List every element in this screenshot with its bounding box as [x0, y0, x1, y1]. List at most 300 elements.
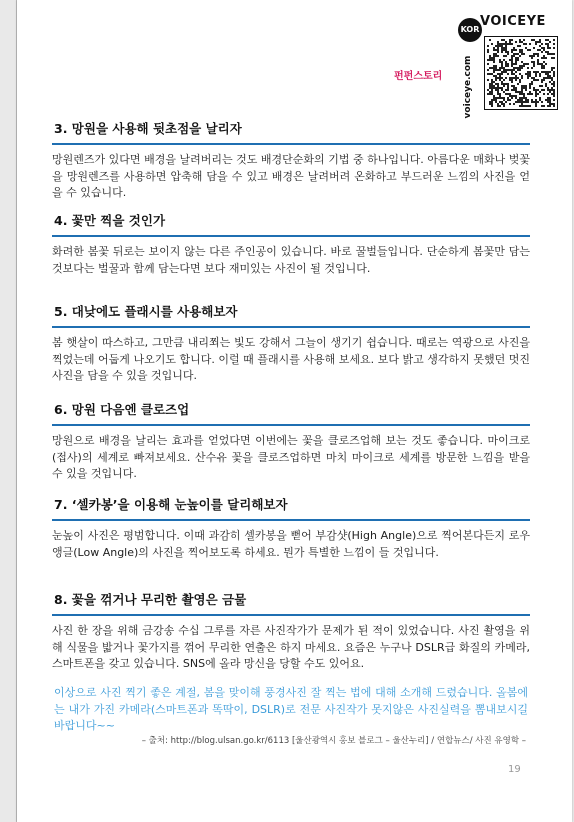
- code-dot: [497, 97, 499, 99]
- code-dot: [515, 57, 517, 59]
- code-dot: [535, 71, 537, 73]
- code-dot: [501, 77, 503, 79]
- code-dot: [533, 79, 535, 81]
- section-body: 망원으로 배경을 날리는 효과를 얻었다면 이번에는 꽃을 클로즈업해 보는 것도 좋습니다. 마이크로(접사)의 세계로 빠져보세요. 산수유 꽃을 클로즈업하면 마치 마이크로 세계를 방문한 느낌을 받을 수 있을 것입니다.: [52, 434, 530, 480]
- code-dot: [515, 41, 517, 43]
- code-dot: [511, 79, 513, 81]
- code-dot: [509, 41, 511, 43]
- code-dot: [511, 59, 513, 61]
- code-dot: [489, 87, 491, 89]
- code-dot: [513, 53, 515, 55]
- code-dot: [525, 87, 527, 89]
- code-dot: [515, 61, 517, 63]
- code-dot: [537, 53, 539, 55]
- code-dot: [487, 45, 489, 47]
- code-dot: [539, 99, 541, 101]
- code-dot: [519, 49, 521, 51]
- code-dot: [519, 79, 521, 81]
- voiceye-code-icon[interactable]: [484, 36, 558, 110]
- code-dot: [541, 101, 543, 103]
- code-dot: [505, 77, 507, 79]
- code-dot: [519, 81, 521, 83]
- code-dot: [511, 77, 513, 79]
- code-dot: [495, 65, 497, 67]
- code-dot: [495, 55, 497, 57]
- code-dot: [487, 73, 489, 75]
- code-dot: [531, 93, 533, 95]
- code-dot: [553, 71, 555, 73]
- code-dot: [515, 101, 517, 103]
- code-dot: [527, 67, 529, 69]
- code-dot: [513, 85, 515, 87]
- code-dot: [539, 73, 541, 75]
- voiceye-brand: [458, 14, 568, 118]
- code-dot: [539, 45, 541, 47]
- code-dot: [505, 51, 507, 53]
- code-dot: [511, 89, 513, 91]
- code-dot: [541, 51, 543, 53]
- code-dot: [497, 43, 499, 45]
- section-6: [52, 400, 530, 483]
- code-dot: [497, 105, 499, 107]
- code-dot: [527, 73, 529, 75]
- code-dot: [525, 47, 527, 49]
- code-dot: [501, 97, 503, 99]
- code-dot: [553, 93, 555, 95]
- code-dot: [519, 45, 521, 47]
- code-dot: [517, 69, 519, 71]
- code-dot: [489, 85, 491, 87]
- page-number: 19: [508, 764, 521, 775]
- code-dot: [543, 93, 545, 95]
- code-dot: [519, 51, 521, 53]
- code-dot: [553, 95, 555, 97]
- code-dot: [503, 59, 505, 61]
- code-dot: [491, 105, 493, 107]
- code-dot: [529, 91, 531, 93]
- code-dot: [493, 57, 495, 59]
- code-dot: [539, 63, 541, 65]
- code-dot: [487, 69, 489, 71]
- code-dot: [507, 89, 509, 91]
- code-dot: [547, 99, 549, 101]
- code-dot: [511, 61, 513, 63]
- code-dot: [505, 101, 507, 103]
- code-dot: [491, 85, 493, 87]
- code-dot: [493, 53, 495, 55]
- code-dot: [491, 79, 493, 81]
- code-dot: [513, 63, 515, 65]
- code-dot: [501, 83, 503, 85]
- code-dot: [489, 101, 491, 103]
- code-dot: [499, 75, 501, 77]
- code-dot: [511, 65, 513, 67]
- code-dot: [553, 47, 555, 49]
- code-dot: [493, 85, 495, 87]
- section-body: 사진 한 장을 위해 금강송 수십 그루를 자른 사진작가가 문제가 된 적이 있었습니다. 사진 촬영을 위해 식물을 밟거나 꽃가지를 꺾어 무리한 연출은 하지 마세요. 요즘은 누구나 DSLR급 화질의 카메라, 스마트폰을 갖고 있습니다. SNS에 올라 망신을 당할 수도 있어요.: [52, 624, 530, 670]
- code-dot: [491, 103, 493, 105]
- code-dot: [529, 55, 531, 57]
- code-dot: [499, 45, 501, 47]
- code-dot: [551, 79, 553, 81]
- section-body: 눈높이 사진은 평범합니다. 이때 과감히 셀카봉을 뻗어 부감샷(High Angle)으로 찍어본다든지 로우 앵글(Low Angle)의 사진을 찍어보도록 하세요. 뭔가 특별한 느낌이 들 것입니다.: [52, 529, 530, 559]
- code-dot: [505, 71, 507, 73]
- code-dot: [497, 69, 499, 71]
- code-dot: [515, 75, 517, 77]
- code-dot: [497, 49, 499, 51]
- code-dot: [539, 97, 541, 99]
- code-dot: [527, 77, 529, 79]
- code-dot: [523, 63, 525, 65]
- code-dot: [547, 77, 549, 79]
- code-dot: [549, 89, 551, 91]
- code-dot: [493, 49, 495, 51]
- code-dot: [505, 93, 507, 95]
- code-dot: [539, 91, 541, 93]
- code-dot: [503, 55, 505, 57]
- code-dot: [537, 63, 539, 65]
- code-dot: [499, 97, 501, 99]
- code-dot: [513, 103, 515, 105]
- code-dot: [545, 71, 547, 73]
- code-dot: [515, 53, 517, 55]
- code-dot: [549, 71, 551, 73]
- code-dot: [535, 75, 537, 77]
- code-dot: [521, 85, 523, 87]
- code-dot: [551, 67, 553, 69]
- code-dot: [503, 85, 505, 87]
- code-dot: [549, 41, 551, 43]
- code-dot: [515, 87, 517, 89]
- code-dot: [537, 49, 539, 51]
- code-dot: [515, 89, 517, 91]
- code-dot: [539, 75, 541, 77]
- code-dot: [503, 97, 505, 99]
- code-dot: [551, 53, 553, 55]
- brand-url: voiceye.com: [463, 55, 473, 119]
- code-dot: [507, 85, 509, 87]
- code-dot: [493, 67, 495, 69]
- code-dot: [491, 87, 493, 89]
- code-dot: [487, 59, 489, 61]
- code-dot: [543, 55, 545, 57]
- code-dot: [521, 89, 523, 91]
- code-dot: [507, 93, 509, 95]
- code-dot: [535, 73, 537, 75]
- code-dot: [535, 93, 537, 95]
- code-dot: [511, 51, 513, 53]
- code-dot: [533, 71, 535, 73]
- code-dot: [533, 77, 535, 79]
- code-dot: [495, 69, 497, 71]
- code-dot: [545, 99, 547, 101]
- code-dot: [551, 93, 553, 95]
- code-dot: [521, 75, 523, 77]
- code-dot: [515, 79, 517, 81]
- code-dot: [547, 93, 549, 95]
- code-dot: [503, 43, 505, 45]
- code-dot: [531, 83, 533, 85]
- code-dot: [547, 45, 549, 47]
- code-dot: [499, 101, 501, 103]
- code-dot: [489, 39, 491, 41]
- code-dot: [535, 95, 537, 97]
- code-dot: [511, 81, 513, 83]
- section-8: [52, 590, 530, 673]
- code-dot: [547, 105, 549, 107]
- code-dot: [497, 103, 499, 105]
- code-dot: [533, 87, 535, 89]
- code-dot: [493, 59, 495, 61]
- code-dot: [523, 85, 525, 87]
- code-dot: [501, 87, 503, 89]
- code-dot: [521, 97, 523, 99]
- code-dot: [489, 55, 491, 57]
- code-dot: [553, 85, 555, 87]
- code-dot: [541, 43, 543, 45]
- code-dot: [499, 73, 501, 75]
- code-dot: [527, 105, 529, 107]
- code-dot: [509, 93, 511, 95]
- code-dot: [531, 61, 533, 63]
- code-dot: [547, 47, 549, 49]
- code-dot: [519, 105, 521, 107]
- code-dot: [499, 61, 501, 63]
- code-dot: [545, 73, 547, 75]
- code-dot: [543, 49, 545, 51]
- code-dot: [495, 87, 497, 89]
- code-dot: [521, 87, 523, 89]
- code-dot: [511, 55, 513, 57]
- code-dot: [515, 91, 517, 93]
- code-dot: [495, 97, 497, 99]
- section-title: 6. 망원 다음엔 클로즈업: [52, 400, 530, 426]
- code-dot: [517, 83, 519, 85]
- code-dot: [543, 89, 545, 91]
- code-dot: [511, 39, 513, 41]
- code-dot: [521, 77, 523, 79]
- code-dot: [515, 71, 517, 73]
- code-dot: [531, 67, 533, 69]
- code-dot: [509, 77, 511, 79]
- code-dot: [501, 51, 503, 53]
- outro-text: 이상으로 사진 찍기 좋은 계절, 봄을 맞이해 풍경사진 잘 찍는 법에 대해 소개해 드렸습니다. 올봄에는 내가 가진 카메라(스마트폰과 똑딱이, DSLR)로 전문 사진작가 못지않은 사진실력을 뽐내보시길 바랍니다~~: [54, 686, 528, 732]
- code-dot: [509, 69, 511, 71]
- code-dot: [523, 95, 525, 97]
- code-dot: [553, 39, 555, 41]
- code-dot: [499, 87, 501, 89]
- code-dot: [517, 53, 519, 55]
- code-dot: [517, 101, 519, 103]
- code-dot: [523, 105, 525, 107]
- code-dot: [501, 101, 503, 103]
- code-dot: [523, 93, 525, 95]
- code-dot: [513, 55, 515, 57]
- code-dot: [503, 79, 505, 81]
- code-dot: [549, 75, 551, 77]
- code-dot: [529, 71, 531, 73]
- code-dot: [495, 49, 497, 51]
- code-dot: [551, 103, 553, 105]
- section-4: [52, 211, 530, 277]
- code-dot: [507, 97, 509, 99]
- code-dot: [487, 79, 489, 81]
- code-dot: [499, 105, 501, 107]
- code-dot: [491, 67, 493, 69]
- code-dot: [493, 69, 495, 71]
- code-dot: [509, 103, 511, 105]
- code-dot: [489, 67, 491, 69]
- code-dot: [535, 103, 537, 105]
- code-dot: [519, 39, 521, 41]
- code-dot: [519, 91, 521, 93]
- code-dot: [521, 51, 523, 53]
- code-dot: [521, 61, 523, 63]
- code-dot: [529, 85, 531, 87]
- section-title: 3. 망원을 사용해 뒷초점을 날리자: [52, 119, 530, 145]
- code-dot: [543, 57, 545, 59]
- code-dot: [553, 75, 555, 77]
- code-dot: [501, 81, 503, 83]
- code-dot: [525, 73, 527, 75]
- code-dot: [553, 105, 555, 107]
- code-dot: [525, 89, 527, 91]
- code-dot: [553, 43, 555, 45]
- code-dot: [533, 55, 535, 57]
- code-dot: [541, 79, 543, 81]
- code-dot: [523, 97, 525, 99]
- code-dot: [507, 65, 509, 67]
- code-dot: [519, 65, 521, 67]
- code-dot: [503, 39, 505, 41]
- code-dot: [511, 97, 513, 99]
- code-dot: [529, 83, 531, 85]
- code-dot: [551, 77, 553, 79]
- code-dot: [547, 53, 549, 55]
- code-dot: [503, 69, 505, 71]
- code-dot: [547, 87, 549, 89]
- code-dot: [501, 63, 503, 65]
- code-dot: [505, 43, 507, 45]
- code-dot: [491, 83, 493, 85]
- code-dot: [547, 75, 549, 77]
- code-dot: [491, 93, 493, 95]
- code-dot: [521, 99, 523, 101]
- code-dot: [493, 97, 495, 99]
- code-dot: [533, 61, 535, 63]
- code-dot: [519, 55, 521, 57]
- code-dot: [547, 51, 549, 53]
- code-dot: [543, 47, 545, 49]
- code-dot: [507, 99, 509, 101]
- section-title: 7. ‘셀카봉’을 이용해 눈높이를 달리해보자: [52, 495, 530, 521]
- code-dot: [537, 41, 539, 43]
- code-dot: [523, 65, 525, 67]
- code-dot: [489, 91, 491, 93]
- code-dot: [495, 83, 497, 85]
- code-dot: [507, 83, 509, 85]
- code-dot: [507, 63, 509, 65]
- code-dot: [531, 99, 533, 101]
- code-dot: [503, 49, 505, 51]
- section-body: 화려한 봄꽃 뒤로는 보이지 않는 다른 주인공이 있습니다. 바로 꿀벌들입니다. 단순하게 봄꽃만 담는 것보다는 벌꿀과 함께 담는다면 보다 재미있는 사진이 될 것입니다.: [52, 245, 530, 275]
- code-dot: [549, 99, 551, 101]
- code-dot: [501, 43, 503, 45]
- code-dot: [551, 69, 553, 71]
- code-dot: [513, 89, 515, 91]
- code-dot: [497, 89, 499, 91]
- code-dot: [521, 103, 523, 105]
- code-dot: [503, 91, 505, 93]
- code-dot: [495, 45, 497, 47]
- code-dot: [501, 71, 503, 73]
- code-dot: [551, 89, 553, 91]
- code-dot: [553, 57, 555, 59]
- code-dot: [511, 43, 513, 45]
- section-title: 5. 대낮에도 플래시를 사용해보자: [52, 302, 530, 328]
- code-dot: [547, 73, 549, 75]
- code-dot: [541, 47, 543, 49]
- code-dot: [493, 87, 495, 89]
- section-5: [52, 302, 530, 385]
- code-dot: [505, 49, 507, 51]
- code-dot: [525, 97, 527, 99]
- code-dot: [507, 53, 509, 55]
- code-dot: [535, 105, 537, 107]
- code-dot: [537, 79, 539, 81]
- code-dot: [541, 85, 543, 87]
- code-dot: [489, 103, 491, 105]
- code-dot: [513, 49, 515, 51]
- code-dot: [549, 101, 551, 103]
- code-dot: [553, 67, 555, 69]
- code-dot: [511, 57, 513, 59]
- code-dot: [509, 99, 511, 101]
- code-dot: [525, 105, 527, 107]
- code-dot: [523, 43, 525, 45]
- code-dot: [531, 81, 533, 83]
- code-dot: [493, 81, 495, 83]
- code-dot: [547, 39, 549, 41]
- code-dot: [509, 39, 511, 41]
- code-dot: [489, 57, 491, 59]
- code-dot: [497, 51, 499, 53]
- code-dot: [521, 105, 523, 107]
- code-dot: [549, 103, 551, 105]
- code-dot: [487, 63, 489, 65]
- code-dot: [493, 65, 495, 67]
- code-dot: [537, 55, 539, 57]
- code-dot: [527, 93, 529, 95]
- code-dot: [497, 91, 499, 93]
- code-dot: [507, 51, 509, 53]
- code-dot: [517, 99, 519, 101]
- code-dot: [497, 87, 499, 89]
- code-dot: [545, 63, 547, 65]
- code-dot: [529, 49, 531, 51]
- code-dot: [549, 97, 551, 99]
- code-dot: [543, 79, 545, 81]
- code-dot: [519, 93, 521, 95]
- section-7: [52, 495, 530, 561]
- code-dot: [497, 55, 499, 57]
- code-dot: [515, 49, 517, 51]
- code-dot: [543, 71, 545, 73]
- code-dot: [491, 59, 493, 61]
- code-dot: [525, 101, 527, 103]
- code-dot: [489, 73, 491, 75]
- code-dot: [533, 63, 535, 65]
